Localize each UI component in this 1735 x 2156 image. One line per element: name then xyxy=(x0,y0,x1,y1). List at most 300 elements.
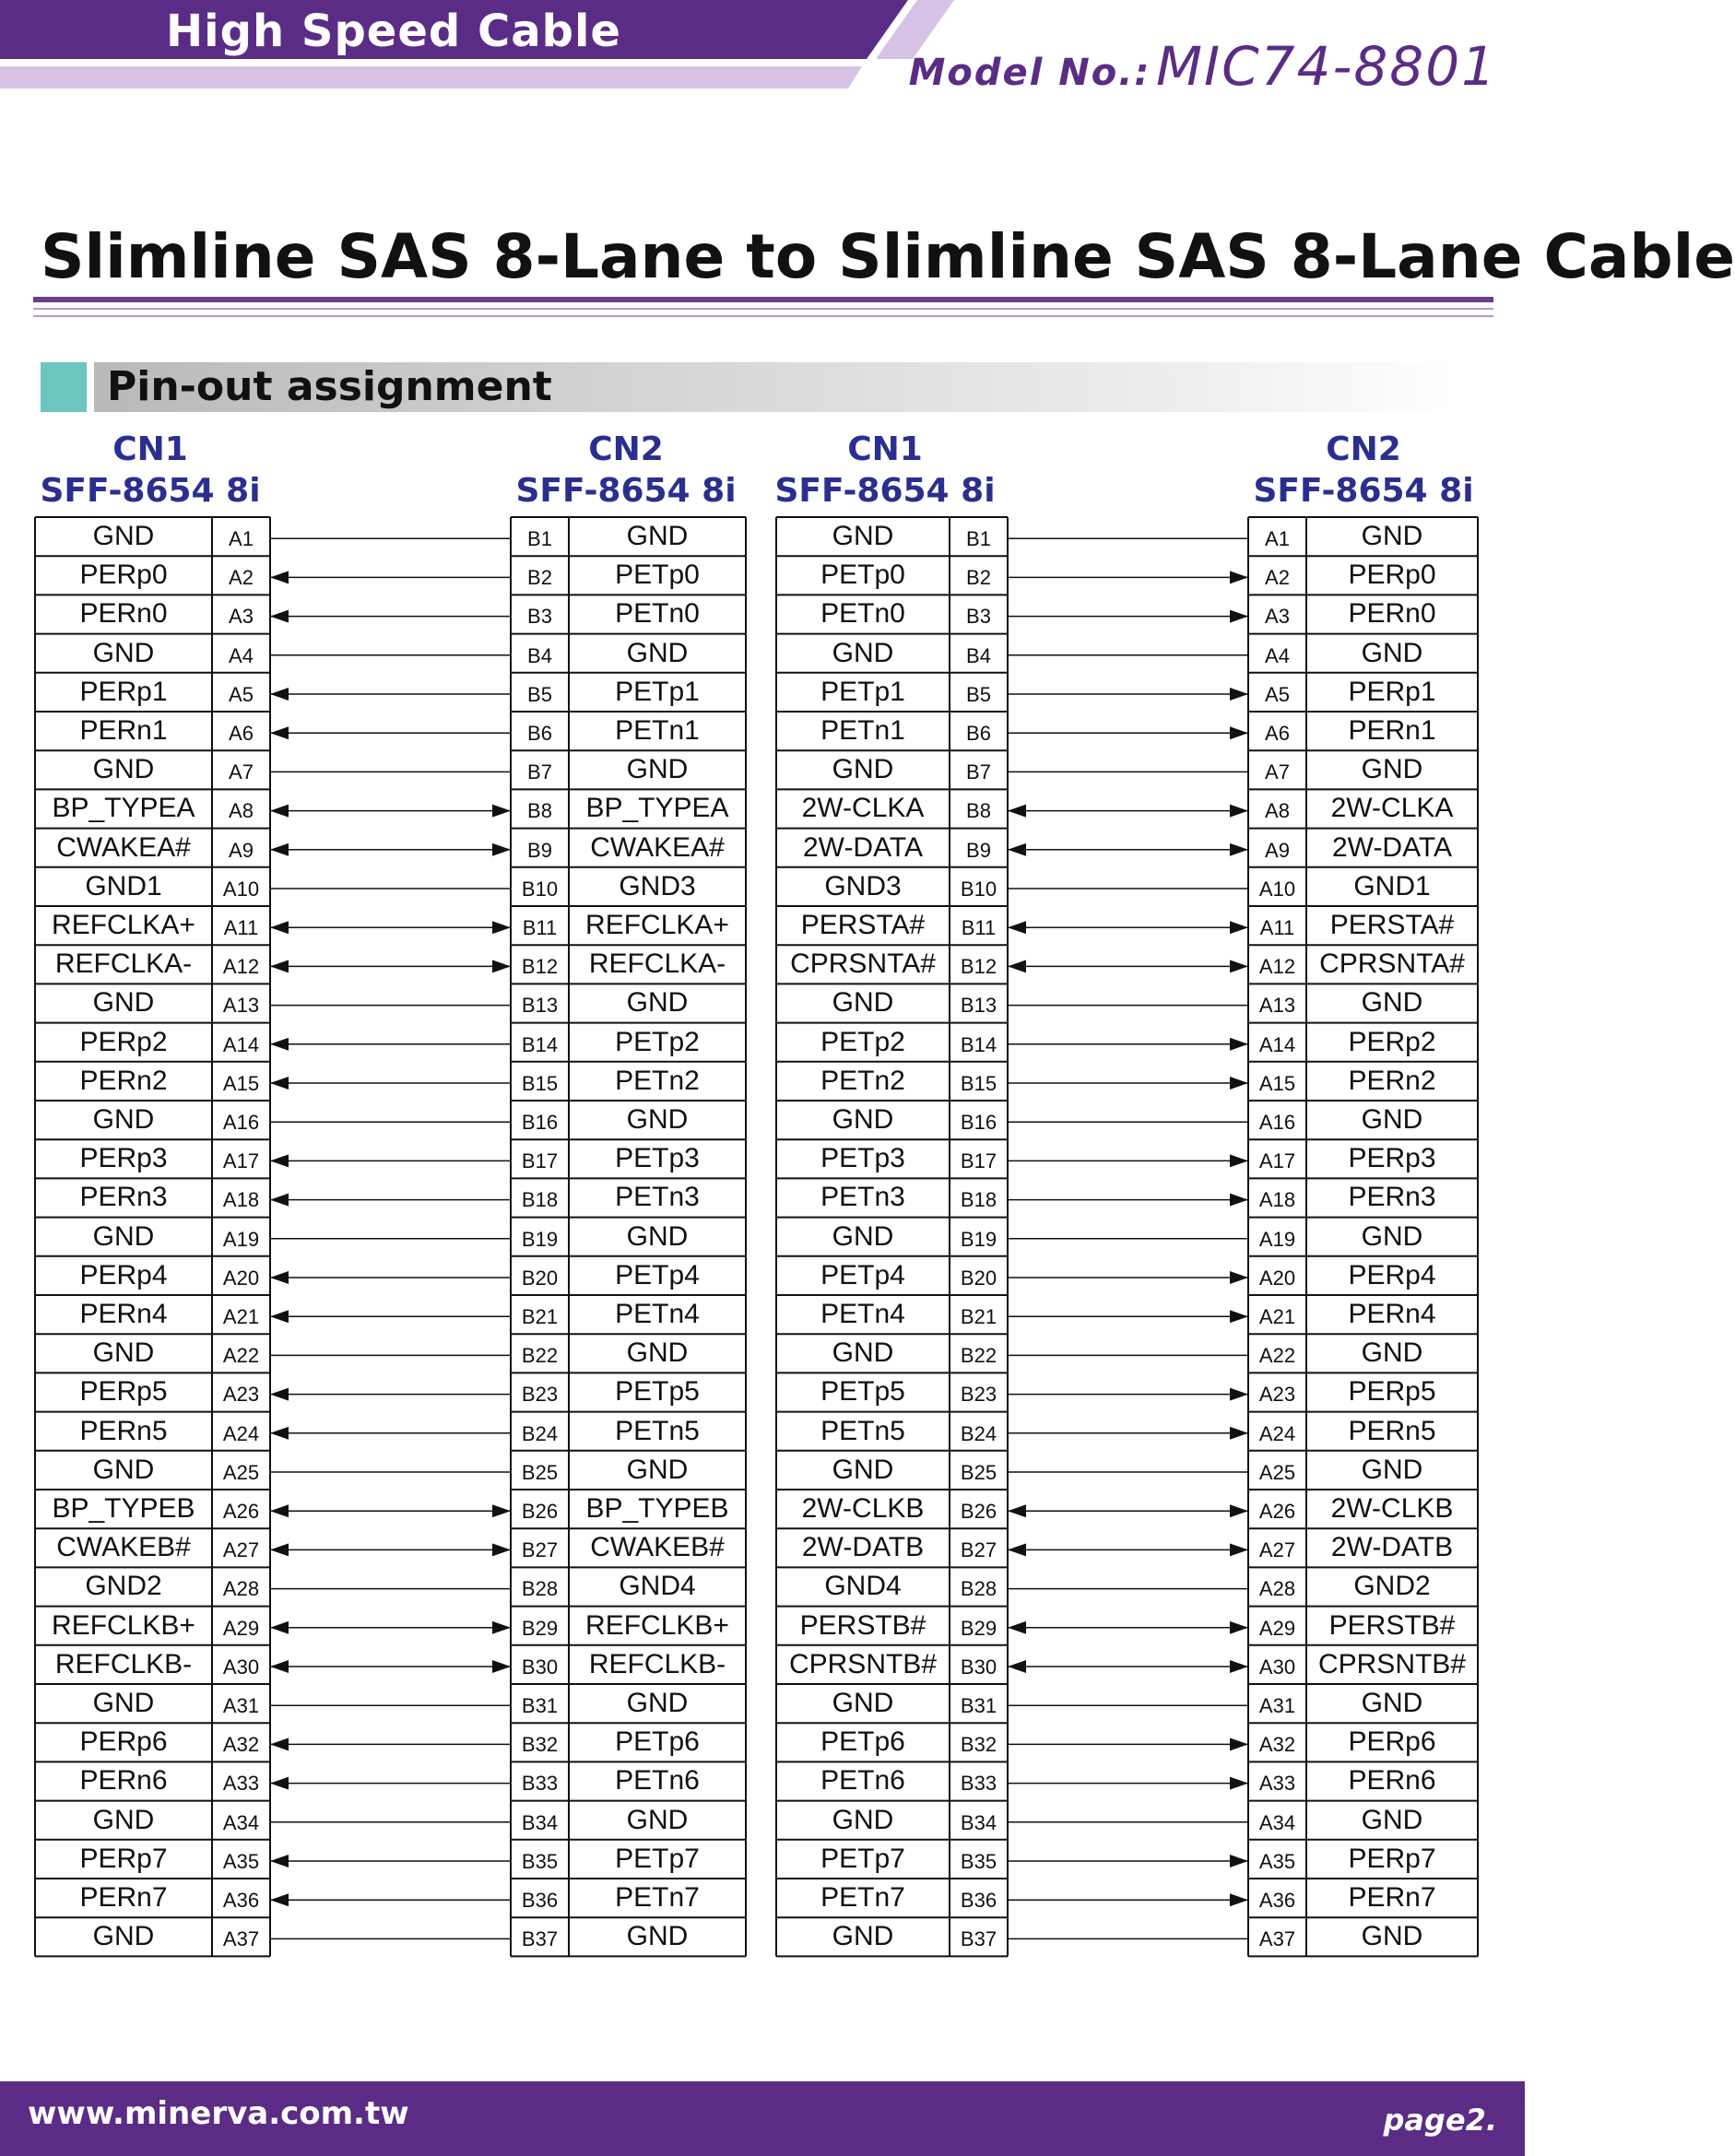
d1-left-pin: A9 xyxy=(229,838,254,862)
d1-left-pin: A11 xyxy=(223,916,259,940)
d1-left-signal: PERn6 xyxy=(79,1765,168,1797)
d2-right-pin: A35 xyxy=(1258,1849,1296,1873)
d1-right-signal: GND3 xyxy=(619,870,696,901)
d1-left-signal: GND xyxy=(92,1220,155,1252)
header-category: High Speed Cable xyxy=(166,6,621,57)
d1-right-signal: REFCLKA- xyxy=(588,948,726,980)
d1-left-pin: A25 xyxy=(222,1460,260,1484)
d1-left-signal: PERn3 xyxy=(79,1182,168,1213)
d1-left-pin: A37 xyxy=(222,1927,260,1951)
connector-type: SFF-8654 8i xyxy=(40,472,261,510)
d2-right-pin: A10 xyxy=(1258,877,1296,901)
d1-right-pin: B24 xyxy=(521,1421,559,1445)
d1-right-pin: B16 xyxy=(521,1111,559,1135)
d2-right-signal: PERp5 xyxy=(1348,1376,1436,1408)
d1-right-pin: B14 xyxy=(521,1032,559,1056)
d2-right-signal: PERn7 xyxy=(1348,1882,1436,1914)
d1-left-signal: PERp2 xyxy=(79,1026,168,1057)
d1-left-pin: A19 xyxy=(222,1227,260,1251)
d1-right-signal: PETn6 xyxy=(615,1765,700,1797)
d2-right-signal: GND xyxy=(1361,987,1423,1019)
d1-left-pin: A20 xyxy=(222,1266,260,1290)
d1-left-signal: CWAKEA# xyxy=(56,831,191,863)
d1-right-pin: B2 xyxy=(527,566,552,590)
d1-left-pin: A10 xyxy=(222,877,260,901)
d1-right-signal: GND xyxy=(626,521,689,552)
d2-right-pin: A7 xyxy=(1265,760,1290,784)
d2-right-signal: PERp1 xyxy=(1348,676,1436,707)
d1-left-signal: PERn2 xyxy=(79,1065,168,1096)
d1-left-pin: A21 xyxy=(222,1305,260,1329)
d2-right-signal: GND xyxy=(1361,1337,1423,1369)
footer-url: www.minerva.com.tw xyxy=(28,2095,409,2132)
d2-right-pin: A14 xyxy=(1258,1032,1296,1056)
d1-right-pin: B35 xyxy=(521,1849,559,1873)
d2-right-pin: A22 xyxy=(1258,1344,1296,1368)
d2-right-signal: GND2 xyxy=(1353,1571,1431,1602)
d2-left-signal: GND xyxy=(832,637,894,668)
d1-left-signal: GND xyxy=(92,1688,155,1719)
d1-left-signal: GND xyxy=(92,1104,155,1136)
d2-right-signal: PERp4 xyxy=(1348,1259,1436,1290)
d1-right-signal: GND xyxy=(626,754,689,785)
connector-type: SFF-8654 8i xyxy=(515,472,737,510)
d2-left-pin: B1 xyxy=(966,527,991,551)
d2-left-pin: B19 xyxy=(960,1227,997,1251)
d2-left-signal: PETn1 xyxy=(820,715,905,747)
d1-right-signal: REFCLKB+ xyxy=(585,1609,729,1641)
d1-left-signal: PERn4 xyxy=(79,1299,168,1330)
d2-right-signal: PERSTB# xyxy=(1328,1609,1456,1641)
d2-right-pin: A19 xyxy=(1258,1227,1296,1251)
d1-left-pin: A2 xyxy=(229,566,254,590)
d2-right-signal: PERn4 xyxy=(1348,1299,1436,1330)
d2-right-signal: GND1 xyxy=(1353,870,1431,901)
d2-right-pin: A24 xyxy=(1258,1421,1296,1445)
connector-name: CN1 xyxy=(847,430,923,468)
d1-right-pin: B17 xyxy=(521,1149,559,1173)
d1-right-signal: PETp3 xyxy=(615,1143,700,1174)
d2-left-pin: B9 xyxy=(966,838,991,862)
d2-right-signal: GND xyxy=(1361,1454,1423,1485)
d2-right-signal: CPRSNTB# xyxy=(1317,1648,1467,1679)
d2-left-signal: PETn3 xyxy=(820,1182,905,1213)
d1-left-signal: REFCLKB+ xyxy=(52,1609,195,1641)
d1-left-pin: A27 xyxy=(222,1538,260,1562)
d2-right-signal: PERn0 xyxy=(1348,598,1436,630)
d1-left-pin: A3 xyxy=(229,605,254,629)
d2-right-pin: A3 xyxy=(1265,605,1290,629)
d2-right-signal: GND xyxy=(1361,1104,1423,1136)
d1-right-pin: B20 xyxy=(521,1266,559,1290)
d2-right-pin: A33 xyxy=(1258,1772,1296,1796)
d1-left-signal: GND xyxy=(92,1337,155,1369)
d1-right-signal: CWAKEB# xyxy=(590,1532,725,1563)
d2-right-signal: 2W-DATA xyxy=(1331,831,1452,863)
d2-left-signal: PERSTA# xyxy=(800,910,926,941)
d1-right-pin: B4 xyxy=(527,643,552,667)
d1-right-pin: B8 xyxy=(527,799,552,823)
d2-left-signal: 2W-CLKB xyxy=(801,1493,925,1525)
d1-right-pin: B36 xyxy=(521,1889,559,1913)
d1-right-signal: BP_TYPEB xyxy=(585,1493,729,1525)
d2-right-pin: A1 xyxy=(1265,527,1290,551)
d1-left-signal: PERp1 xyxy=(79,676,168,707)
d1-right-signal: GND xyxy=(626,1104,689,1136)
d1-right-pin: B23 xyxy=(521,1383,559,1407)
d2-right-signal: CPRSNTA# xyxy=(1319,948,1465,980)
d2-left-signal: PETp5 xyxy=(820,1376,905,1408)
d1-left-pin: A29 xyxy=(222,1616,260,1640)
d2-left-pin: B25 xyxy=(960,1460,997,1484)
d1-right-pin: B5 xyxy=(527,682,552,706)
d2-left-signal: GND xyxy=(832,1921,894,1952)
d2-left-pin: B36 xyxy=(960,1889,997,1913)
d2-right-pin: A32 xyxy=(1258,1733,1296,1757)
d1-left-pin: A1 xyxy=(229,527,254,551)
d1-left-signal: PERn0 xyxy=(79,598,168,630)
d1-right-signal: PETp5 xyxy=(615,1376,700,1408)
d2-right-signal: PERp3 xyxy=(1348,1143,1436,1174)
d1-left-pin: A15 xyxy=(222,1071,260,1095)
d1-right-pin: B7 xyxy=(527,760,552,784)
d2-left-pin: B34 xyxy=(960,1810,997,1834)
d2-right-signal: PERn3 xyxy=(1348,1182,1436,1213)
d1-right-pin: B29 xyxy=(521,1616,559,1640)
d1-left-pin: A33 xyxy=(222,1772,260,1796)
d1-right-pin: B9 xyxy=(527,838,552,862)
d1-left-signal: REFCLKA+ xyxy=(52,910,195,941)
d2-left-pin: B8 xyxy=(966,799,991,823)
d2-right-pin: A36 xyxy=(1258,1889,1296,1913)
d1-right-pin: B32 xyxy=(521,1733,559,1757)
d1-right-signal: REFCLKB- xyxy=(588,1648,726,1679)
d1-right-pin: B19 xyxy=(521,1227,559,1251)
d1-left-signal: BP_TYPEA xyxy=(52,793,195,824)
d1-left-signal: PERp4 xyxy=(79,1259,168,1290)
d1-right-signal: GND xyxy=(626,987,689,1019)
d2-left-pin: B23 xyxy=(960,1383,997,1407)
d1-left-signal: PERp0 xyxy=(79,560,168,591)
d1-right-signal: PETp2 xyxy=(615,1026,700,1057)
d1-left-signal: CWAKEB# xyxy=(56,1532,191,1563)
d2-left-signal: GND xyxy=(832,1220,894,1252)
d2-right-signal: PERp2 xyxy=(1348,1026,1436,1057)
d1-left-pin: A8 xyxy=(229,799,254,823)
d2-right-signal: GND xyxy=(1361,1220,1423,1252)
section-title: Pin-out assignment xyxy=(107,363,552,410)
d2-right-pin: A23 xyxy=(1258,1383,1296,1407)
d1-left-signal: PERn5 xyxy=(79,1415,168,1446)
d1-left-signal: GND xyxy=(92,1804,155,1835)
d2-left-pin: B5 xyxy=(966,682,991,706)
d2-right-signal: PERSTA# xyxy=(1329,910,1455,941)
d1-left-signal: REFCLKB- xyxy=(54,1648,193,1679)
connector-name: CN2 xyxy=(1326,430,1401,468)
d2-left-signal: PETp3 xyxy=(820,1143,905,1174)
d1-left-pin: A13 xyxy=(222,994,260,1018)
d2-left-pin: B29 xyxy=(960,1616,997,1640)
connector-name: CN2 xyxy=(588,430,664,468)
d1-right-signal: PETn7 xyxy=(615,1882,700,1914)
d1-right-pin: B27 xyxy=(521,1538,559,1562)
d2-left-signal: PERSTB# xyxy=(799,1609,927,1641)
d2-right-pin: A18 xyxy=(1258,1188,1296,1212)
d2-left-pin: B10 xyxy=(960,877,997,901)
d2-right-pin: A26 xyxy=(1258,1500,1296,1524)
d2-left-signal: PETp4 xyxy=(820,1259,905,1290)
d2-left-pin: B4 xyxy=(966,643,991,667)
d1-right-pin: B21 xyxy=(521,1305,559,1329)
d1-left-signal: GND xyxy=(92,1921,155,1952)
d1-right-pin: B22 xyxy=(521,1344,559,1368)
d1-right-pin: B1 xyxy=(527,527,552,551)
d2-left-signal: GND xyxy=(832,987,894,1019)
d1-right-signal: PETp6 xyxy=(615,1726,700,1758)
page-title: Slimline SAS 8-Lane to Slimline SAS 8-Lane Cable xyxy=(41,221,1735,292)
d1-left-pin: A30 xyxy=(222,1655,260,1679)
d1-left-pin: A12 xyxy=(222,955,260,979)
d2-left-signal: CPRSNTB# xyxy=(788,1648,938,1679)
d1-right-signal: BP_TYPEA xyxy=(585,793,729,824)
d1-right-signal: PETn2 xyxy=(615,1065,700,1096)
d2-left-signal: GND xyxy=(832,1337,894,1369)
d1-right-signal: GND xyxy=(626,1688,689,1719)
d1-right-signal: PETn3 xyxy=(615,1182,700,1213)
d1-right-pin: B37 xyxy=(521,1927,559,1951)
d2-left-signal: GND xyxy=(832,1688,894,1719)
d2-left-signal: PETn4 xyxy=(820,1299,905,1330)
d2-right-pin: A21 xyxy=(1258,1305,1296,1329)
d1-left-pin: A28 xyxy=(222,1577,260,1601)
d1-left-pin: A31 xyxy=(222,1694,260,1718)
d2-right-signal: PERn2 xyxy=(1348,1065,1436,1096)
d2-right-signal: GND xyxy=(1361,754,1423,785)
d2-left-signal: PETp2 xyxy=(820,1026,905,1057)
d2-left-pin: B26 xyxy=(960,1500,997,1524)
d1-left-signal: PERp7 xyxy=(79,1843,168,1874)
d2-left-pin: B35 xyxy=(960,1849,997,1873)
d2-right-pin: A11 xyxy=(1259,916,1295,940)
d2-left-pin: B16 xyxy=(960,1111,997,1135)
d1-left-signal: GND1 xyxy=(85,870,162,901)
d2-left-pin: B31 xyxy=(960,1694,997,1718)
d2-left-signal: CPRSNTA# xyxy=(790,948,936,980)
d2-right-signal: GND xyxy=(1361,637,1423,668)
model-label: Model No.: xyxy=(908,52,1151,94)
d2-left-signal: GND xyxy=(832,754,894,785)
d2-left-pin: B2 xyxy=(966,566,991,590)
d2-left-signal: 2W-DATB xyxy=(801,1532,925,1563)
d1-left-signal: GND xyxy=(92,521,155,552)
d2-right-pin: A17 xyxy=(1258,1149,1296,1173)
d1-right-signal: GND xyxy=(626,1921,689,1952)
d2-right-signal: GND xyxy=(1361,1804,1423,1835)
connector-name: CN1 xyxy=(112,430,188,468)
d2-right-pin: A31 xyxy=(1258,1694,1296,1718)
d1-left-signal: GND xyxy=(92,987,155,1019)
d1-left-pin: A16 xyxy=(222,1111,260,1135)
d2-right-pin: A13 xyxy=(1258,994,1296,1018)
d1-left-signal: PERp6 xyxy=(79,1726,168,1758)
d2-left-signal: GND xyxy=(832,1454,894,1485)
d1-right-signal: GND xyxy=(626,637,689,668)
connector-type: SFF-8654 8i xyxy=(1253,472,1474,510)
d1-right-signal: PETp0 xyxy=(615,560,700,591)
d2-left-pin: B33 xyxy=(960,1772,997,1796)
d1-left-signal: GND xyxy=(92,754,155,785)
d2-right-signal: GND xyxy=(1361,521,1423,552)
d2-left-pin: B37 xyxy=(960,1927,997,1951)
d2-left-signal: GND xyxy=(832,1104,894,1136)
d2-right-pin: A29 xyxy=(1258,1616,1296,1640)
d2-left-signal: PETp6 xyxy=(820,1726,905,1758)
d2-right-pin: A28 xyxy=(1258,1577,1296,1601)
d2-left-signal: 2W-CLKA xyxy=(801,793,925,824)
d1-right-signal: PETn5 xyxy=(615,1415,700,1446)
d2-right-pin: A34 xyxy=(1258,1810,1296,1834)
d1-right-signal: GND xyxy=(626,1337,689,1369)
d1-right-signal: GND4 xyxy=(619,1571,696,1602)
d2-right-pin: A25 xyxy=(1258,1460,1296,1484)
d1-right-signal: CWAKEA# xyxy=(590,831,725,863)
d1-left-signal: GND xyxy=(92,1454,155,1485)
d2-left-pin: B22 xyxy=(960,1344,997,1368)
d1-right-signal: PETp1 xyxy=(615,676,700,707)
connector-type: SFF-8654 8i xyxy=(774,472,996,510)
d2-left-pin: B18 xyxy=(960,1188,997,1212)
d1-right-pin: B18 xyxy=(521,1188,559,1212)
d2-left-signal: 2W-DATA xyxy=(802,831,923,863)
d1-left-pin: A23 xyxy=(222,1383,260,1407)
d2-right-signal: PERn6 xyxy=(1348,1765,1436,1797)
d2-right-pin: A15 xyxy=(1258,1071,1296,1095)
d1-right-pin: B34 xyxy=(521,1810,559,1834)
d1-right-pin: B3 xyxy=(527,605,552,629)
d1-left-pin: A36 xyxy=(222,1889,260,1913)
d1-left-pin: A17 xyxy=(222,1149,260,1173)
d2-right-signal: PERn5 xyxy=(1348,1415,1436,1446)
d1-left-pin: A7 xyxy=(229,760,254,784)
d2-left-pin: B12 xyxy=(960,955,997,979)
d2-left-signal: PETn6 xyxy=(820,1765,905,1797)
d1-right-signal: GND xyxy=(626,1454,689,1485)
d1-left-signal: BP_TYPEB xyxy=(52,1493,195,1525)
d2-right-pin: A8 xyxy=(1265,799,1290,823)
d2-left-signal: PETn0 xyxy=(820,598,905,630)
d2-right-signal: PERn1 xyxy=(1348,715,1436,747)
d1-left-signal: PERp3 xyxy=(79,1143,168,1174)
d1-right-signal: PETp4 xyxy=(615,1259,700,1290)
d1-left-signal: PERp5 xyxy=(79,1376,168,1408)
d2-right-pin: A5 xyxy=(1265,682,1290,706)
d2-right-pin: A20 xyxy=(1258,1266,1296,1290)
d2-right-signal: PERp7 xyxy=(1348,1843,1436,1874)
d2-left-signal: PETn2 xyxy=(820,1065,905,1096)
d2-right-signal: GND xyxy=(1361,1921,1423,1952)
d2-right-pin: A16 xyxy=(1258,1111,1296,1135)
d1-left-pin: A32 xyxy=(222,1733,260,1757)
d2-left-signal: PETn7 xyxy=(820,1882,905,1914)
d1-right-pin: B12 xyxy=(521,955,559,979)
d1-left-pin: A22 xyxy=(222,1344,260,1368)
d1-left-pin: A18 xyxy=(222,1188,260,1212)
d2-right-pin: A9 xyxy=(1265,838,1290,862)
d2-right-pin: A27 xyxy=(1258,1538,1296,1562)
d2-right-pin: A30 xyxy=(1258,1655,1296,1679)
d2-right-signal: PERp6 xyxy=(1348,1726,1436,1758)
d1-left-pin: A34 xyxy=(222,1810,260,1834)
d2-left-signal: GND xyxy=(832,521,894,552)
d2-left-pin: B21 xyxy=(960,1305,997,1329)
d2-left-signal: PETp0 xyxy=(820,560,905,591)
d1-left-pin: A6 xyxy=(229,722,254,746)
d1-left-pin: A24 xyxy=(222,1421,260,1445)
d1-right-pin: B15 xyxy=(521,1071,559,1095)
d2-left-pin: B17 xyxy=(960,1149,997,1173)
d1-right-pin: B13 xyxy=(521,994,559,1018)
d1-left-signal: GND xyxy=(92,637,155,668)
d2-left-pin: B30 xyxy=(960,1655,997,1679)
d2-left-pin: B20 xyxy=(960,1266,997,1290)
d2-left-pin: B11 xyxy=(961,916,997,940)
d1-right-pin: B30 xyxy=(521,1655,559,1679)
d2-left-signal: PETp7 xyxy=(820,1843,905,1874)
d1-right-pin: B28 xyxy=(521,1577,559,1601)
d1-left-signal: GND2 xyxy=(85,1571,162,1602)
d1-right-signal: PETn4 xyxy=(615,1299,700,1330)
d1-left-pin: A5 xyxy=(229,682,254,706)
d1-right-signal: GND xyxy=(626,1804,689,1835)
d2-right-signal: 2W-CLKA xyxy=(1330,793,1454,824)
d2-right-pin: A37 xyxy=(1258,1927,1296,1951)
d2-left-pin: B15 xyxy=(960,1071,997,1095)
d1-left-pin: A14 xyxy=(222,1032,260,1056)
d2-left-pin: B32 xyxy=(960,1733,997,1757)
d2-right-signal: PERp0 xyxy=(1348,560,1436,591)
d2-left-pin: B28 xyxy=(960,1577,997,1601)
d2-right-signal: 2W-CLKB xyxy=(1330,1493,1454,1525)
d1-right-signal: PETn1 xyxy=(615,715,700,747)
d1-right-signal: PETn0 xyxy=(615,598,700,630)
d1-left-pin: A35 xyxy=(222,1849,260,1873)
d1-left-pin: A4 xyxy=(229,643,254,667)
d2-right-signal: GND xyxy=(1361,1688,1423,1719)
d1-right-pin: B31 xyxy=(521,1694,559,1718)
d1-left-signal: REFCLKA- xyxy=(54,948,193,980)
d2-left-pin: B27 xyxy=(960,1538,997,1562)
d1-right-pin: B10 xyxy=(521,877,559,901)
d2-left-pin: B7 xyxy=(966,760,991,784)
d2-right-pin: A12 xyxy=(1258,955,1296,979)
d1-right-pin: B11 xyxy=(522,916,558,940)
d2-left-signal: PETp1 xyxy=(820,676,905,707)
d1-right-pin: B25 xyxy=(521,1460,559,1484)
d1-left-signal: PERn7 xyxy=(79,1882,168,1914)
d2-right-signal: 2W-DATB xyxy=(1330,1532,1454,1563)
d1-right-pin: B6 xyxy=(527,722,552,746)
d2-left-pin: B3 xyxy=(966,605,991,629)
d2-left-signal: GND xyxy=(832,1804,894,1835)
d2-left-pin: B24 xyxy=(960,1421,997,1445)
page-number: page2. xyxy=(1383,2103,1497,2138)
d2-left-pin: B13 xyxy=(960,994,997,1018)
d1-right-pin: B26 xyxy=(521,1500,559,1524)
d1-right-pin: B33 xyxy=(521,1772,559,1796)
d2-left-signal: GND3 xyxy=(824,870,902,901)
d2-right-pin: A2 xyxy=(1265,566,1290,590)
d2-left-signal: PETn5 xyxy=(820,1415,905,1446)
